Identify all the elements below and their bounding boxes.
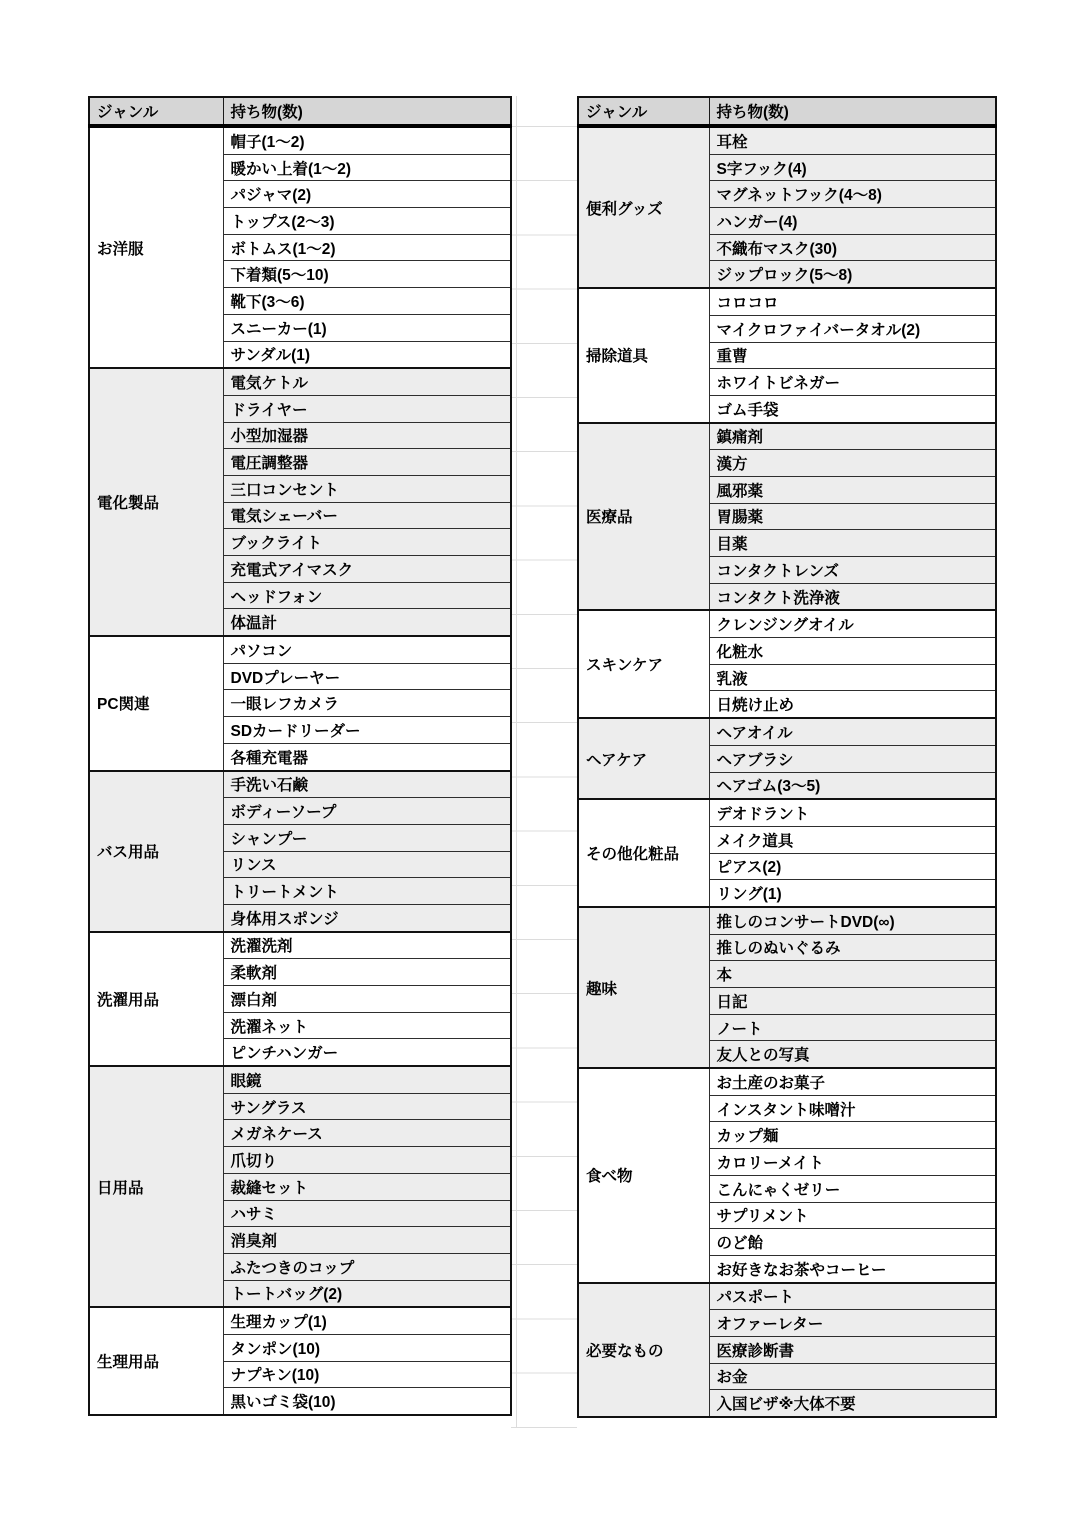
genre-cell: 洗濯用品 — [89, 932, 223, 1066]
genre-cell: 趣味 — [578, 907, 709, 1068]
item-cell: 鎮痛剤 — [709, 423, 996, 450]
genre-cell: 便利グッズ — [578, 126, 709, 288]
item-cell: ハサミ — [223, 1200, 511, 1227]
table-row — [89, 771, 511, 798]
packing-table-right — [577, 96, 997, 1418]
item-cell: 爪切り — [223, 1147, 511, 1174]
item-cell: パジャマ(2) — [223, 181, 511, 208]
item-cell: パスポート — [709, 1283, 996, 1310]
item-cell: 日焼け止め — [709, 691, 996, 718]
table-row — [578, 799, 996, 826]
item-cell: リンス — [223, 851, 511, 878]
item-cell: 各種充電器 — [223, 743, 511, 770]
item-cell: 眼鏡 — [223, 1066, 511, 1093]
item-cell: 一眼レフカメラ — [223, 690, 511, 717]
item-cell: サンダル(1) — [223, 341, 511, 368]
item-cell: ノート — [709, 1014, 996, 1041]
item-cell: 生理カップ(1) — [223, 1307, 511, 1334]
genre-cell: ヘアケア — [578, 718, 709, 799]
items-column-header: 持ち物(数) — [709, 97, 996, 126]
table-row — [578, 126, 996, 154]
item-cell: 電気シェーバー — [223, 502, 511, 529]
item-cell: こんにゃくゼリー — [709, 1175, 996, 1202]
genre-cell: 医療品 — [578, 423, 709, 611]
item-cell: 消臭剤 — [223, 1227, 511, 1254]
item-cell: ヘアオイル — [709, 718, 996, 745]
item-cell: 充電式アイマスク — [223, 556, 511, 583]
item-cell: 漂白剤 — [223, 986, 511, 1013]
genre-column-header: ジャンル — [89, 97, 223, 126]
item-cell: ヘアブラシ — [709, 745, 996, 772]
item-cell: オファーレター — [709, 1310, 996, 1337]
item-cell: ピンチハンガー — [223, 1039, 511, 1066]
item-cell: のど飴 — [709, 1229, 996, 1256]
item-cell: タンポン(10) — [223, 1334, 511, 1361]
item-cell: ボトムス(1～2) — [223, 234, 511, 261]
item-cell: 靴下(3～6) — [223, 288, 511, 315]
item-cell: 目薬 — [709, 530, 996, 557]
table-row — [578, 718, 996, 745]
genre-cell: その他化粧品 — [578, 799, 709, 907]
item-cell: 三口コンセント — [223, 475, 511, 502]
table-row — [578, 610, 996, 637]
item-cell: 帽子(1～2) — [223, 126, 511, 154]
item-cell: 胃腸薬 — [709, 503, 996, 530]
item-cell: トートバッグ(2) — [223, 1280, 511, 1307]
item-cell: 耳栓 — [709, 126, 996, 154]
item-cell: ヘアゴム(3～5) — [709, 772, 996, 799]
table-row — [578, 288, 996, 315]
genre-cell: 必要なもの — [578, 1283, 709, 1417]
item-cell: ヘッドフォン — [223, 582, 511, 609]
table-row — [578, 1068, 996, 1095]
genre-cell: バス用品 — [89, 771, 223, 932]
header-row — [578, 97, 996, 126]
item-cell: トップス(2～3) — [223, 208, 511, 235]
item-cell: スニーカー(1) — [223, 314, 511, 341]
item-cell: 体温計 — [223, 609, 511, 636]
table-row — [89, 932, 511, 959]
item-cell: 本 — [709, 961, 996, 988]
item-cell: 柔軟剤 — [223, 959, 511, 986]
item-cell: ハンガー(4) — [709, 208, 996, 235]
item-cell: 推しのコンサートDVD(∞) — [709, 907, 996, 934]
item-cell: パソコン — [223, 636, 511, 663]
item-cell: シャンプー — [223, 824, 511, 851]
item-cell: 洗濯洗剤 — [223, 932, 511, 959]
table-row — [578, 423, 996, 450]
table-body — [89, 126, 511, 1415]
item-cell: 手洗い石鹸 — [223, 771, 511, 798]
gutter-gridlines — [511, 126, 577, 1428]
item-cell: メガネケース — [223, 1120, 511, 1147]
packing-table-left — [88, 96, 512, 1416]
item-cell: 身体用スポンジ — [223, 904, 511, 931]
item-cell: カップ麺 — [709, 1122, 996, 1149]
item-cell: 乳液 — [709, 664, 996, 691]
item-cell: デオドラント — [709, 799, 996, 826]
item-cell: DVDプレーヤー — [223, 663, 511, 690]
item-cell: ブックライト — [223, 529, 511, 556]
table-row — [89, 1307, 511, 1334]
table-row — [89, 1066, 511, 1093]
genre-cell: 生理用品 — [89, 1307, 223, 1415]
item-cell: 重曹 — [709, 342, 996, 369]
item-cell: ゴム手袋 — [709, 395, 996, 422]
items-column-header: 持ち物(数) — [223, 97, 511, 126]
genre-cell: 食べ物 — [578, 1068, 709, 1283]
item-cell: 暖かい上着(1～2) — [223, 154, 511, 181]
item-cell: ピアス(2) — [709, 853, 996, 880]
item-cell: 電圧調整器 — [223, 449, 511, 476]
item-cell: メイク道具 — [709, 826, 996, 853]
item-cell: マイクロファイバータオル(2) — [709, 315, 996, 342]
item-cell: 下着類(5～10) — [223, 261, 511, 288]
item-cell: 電気ケトル — [223, 368, 511, 395]
table-row — [578, 907, 996, 934]
item-cell: サングラス — [223, 1093, 511, 1120]
item-cell: サプリメント — [709, 1202, 996, 1229]
item-cell: 裁縫セット — [223, 1173, 511, 1200]
item-cell: 医療診断書 — [709, 1336, 996, 1363]
item-cell: 小型加湿器 — [223, 422, 511, 449]
item-cell: 不織布マスク(30) — [709, 234, 996, 261]
item-cell: S字フック(4) — [709, 154, 996, 181]
item-cell: コンタクト洗浄液 — [709, 583, 996, 610]
item-cell: マグネットフック(4～8) — [709, 181, 996, 208]
table-row — [578, 1283, 996, 1310]
item-cell: 洗濯ネット — [223, 1012, 511, 1039]
genre-cell: 掃除道具 — [578, 288, 709, 422]
item-cell: 日記 — [709, 988, 996, 1015]
item-cell: 推しのぬいぐるみ — [709, 934, 996, 961]
item-cell: ホワイトビネガー — [709, 369, 996, 396]
genre-cell: お洋服 — [89, 126, 223, 368]
item-cell: トリートメント — [223, 878, 511, 905]
genre-cell: PC関連 — [89, 636, 223, 770]
table-row — [89, 126, 511, 154]
table-row — [89, 636, 511, 663]
header-row — [89, 97, 511, 126]
item-cell: コンタクトレンズ — [709, 557, 996, 584]
genre-cell: 電化製品 — [89, 368, 223, 636]
item-cell: クレンジングオイル — [709, 610, 996, 637]
item-cell: ボディーソープ — [223, 798, 511, 825]
genre-cell: スキンケア — [578, 610, 709, 718]
item-cell: コロコロ — [709, 288, 996, 315]
item-cell: 黒いゴミ袋(10) — [223, 1388, 511, 1415]
item-cell: ジップロック(5～8) — [709, 261, 996, 288]
item-cell: 入国ビザ※大体不要 — [709, 1390, 996, 1417]
item-cell: お土産のお菓子 — [709, 1068, 996, 1095]
item-cell: 友人との写真 — [709, 1041, 996, 1068]
table-row — [89, 368, 511, 395]
genre-cell: 日用品 — [89, 1066, 223, 1307]
item-cell: 化粧水 — [709, 638, 996, 665]
item-cell: カロリーメイト — [709, 1149, 996, 1176]
genre-column-header: ジャンル — [578, 97, 709, 126]
item-cell: ふたつきのコップ — [223, 1253, 511, 1280]
item-cell: ナプキン(10) — [223, 1361, 511, 1388]
item-cell: 風邪薬 — [709, 476, 996, 503]
item-cell: リング(1) — [709, 880, 996, 907]
item-cell: ドライヤー — [223, 395, 511, 422]
item-cell: お好きなお茶やコーヒー — [709, 1255, 996, 1282]
item-cell: インスタント味噌汁 — [709, 1095, 996, 1122]
table-body — [578, 126, 996, 1417]
item-cell: SDカードリーダー — [223, 717, 511, 744]
item-cell: 漢方 — [709, 450, 996, 477]
item-cell: お金 — [709, 1363, 996, 1390]
